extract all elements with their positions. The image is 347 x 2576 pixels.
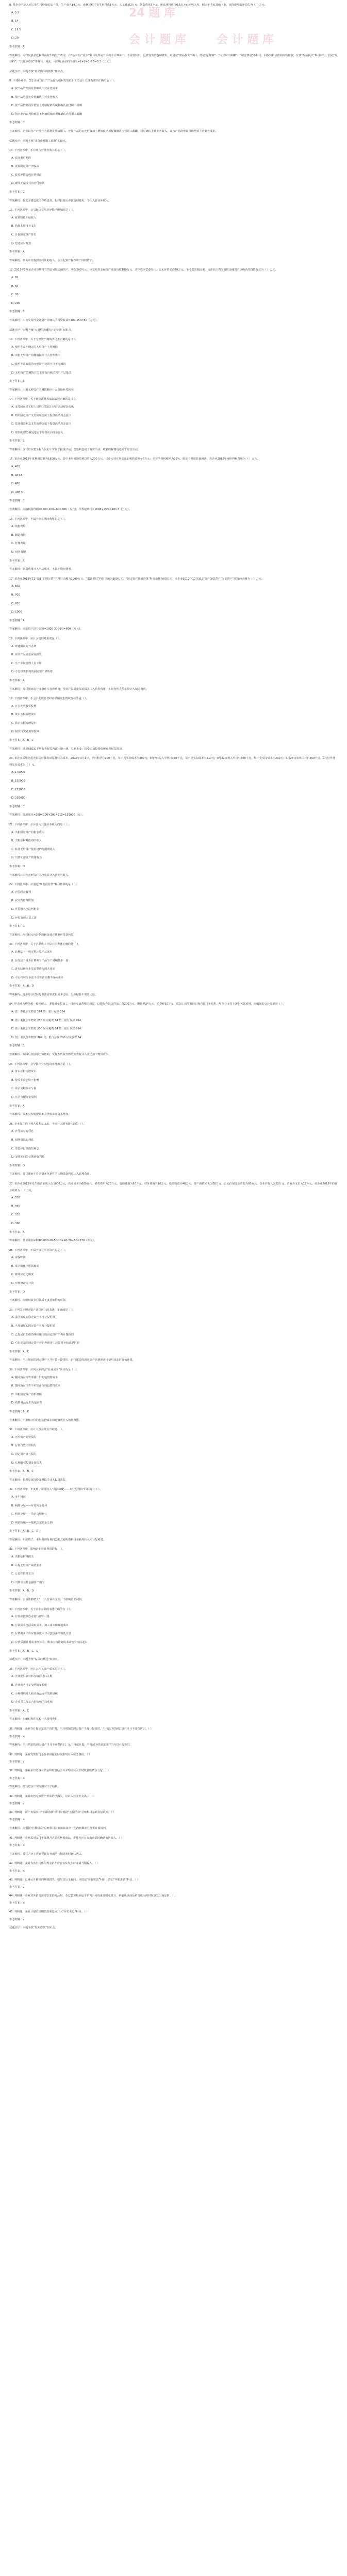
reference-answer: 参考答案：A、B、C: [9, 1470, 34, 1473]
watermark: 24 题 库: [129, 7, 175, 20]
reference-answer: 参考答案：×: [9, 1735, 25, 1738]
answer-option: C. 19.5: [11, 28, 21, 31]
answer-option: A. 筹建期间的开办费: [11, 645, 37, 648]
question-stem: 18. 下列各项中，应计入管理费用的是（ ）。: [9, 637, 62, 640]
reference-answer: 参考答案：B: [9, 499, 25, 503]
reference-answer: 参考答案：A、C: [9, 1350, 29, 1353]
answer-option: D. 出售无形资产的净收益: [11, 856, 42, 860]
answer-option: A. 370: [11, 1196, 20, 1200]
answer-option: C. 财政应返还额度: [11, 1273, 34, 1277]
answer-explanation: 答案解析：应付租入包装物的租金通过其他应付款核算。: [9, 933, 76, 937]
answer-option: D. 财务费用: [11, 551, 26, 554]
answer-option: B. 330: [11, 1205, 20, 1208]
answer-explanation: 答案解析：车船税和印花税计入管理费用。: [9, 1718, 60, 1721]
question-stem: 15. 某企业2012年度利润总额为1800万元，其中本年度国债利息收入200万元，已计入营业外支出的税收滞纳金6万元；企业所得税税率为25%。假定不考虑其他因素，该企业2012年度所得税费用为（ ）万元。: [9, 457, 260, 461]
reference-answer: 参考答案：B: [9, 310, 25, 314]
question-stem: 41. 判断题：企业采用支付手续费方式委托代销商品，委托方应在发出商品时确认销售收入。（ ）: [9, 1836, 124, 1840]
question-stem: 33. 下列各项中，影响企业营业利润的有（ ）。: [9, 1548, 65, 1551]
answer-option: A. 使用寿命不确定的无形资产不应摊销: [11, 345, 58, 349]
answer-explanation: 答案解析：选项ABC属于所有者权益内部一增一减，总额不变；接受追加投资使所有者权益增加。: [9, 747, 125, 751]
answer-option: D. 155000: [11, 796, 26, 800]
answer-option: A. 出售原材料损失: [11, 1555, 34, 1559]
reference-answer: 参考答案：A、B、D: [9, 985, 34, 988]
reference-answer: 参考答案：×: [9, 1818, 25, 1822]
answer-explanation: 答案解析：应缴财政专户款属于事业单位的负债。: [9, 1299, 69, 1302]
answer-option: D. 应缴财政专户款: [11, 1282, 34, 1285]
answer-explanation: 答案解析：委托方应在收到受托方开出的代销清单时确认收入。: [9, 1852, 85, 1856]
answer-explanation: 答案解析：支付给在建工程人员的工资属于投资活动；偿还利息属于筹资活动；收到的税费返还属于经营活动。: [9, 448, 141, 451]
answer-option: A. 品种法下一般定期计算产品成本: [11, 950, 53, 954]
answer-explanation: 答案解析：应纳税所得额=1800-200+6=1606（万元），所得税费用=1606×25%=401.5（万元）。: [9, 508, 131, 512]
answer-option: D. 1000: [11, 611, 22, 614]
reference-answer: 参考答案：A: [9, 679, 25, 682]
answer-option: D. 应付管理人员工资: [11, 916, 37, 920]
question-stem: 21. 下列各项中，不应计入其他业务收入的是（ ）。: [9, 823, 70, 826]
answer-option: A. 存货应按照成本进行初始计量: [11, 1615, 50, 1619]
answer-explanation: 答案解析：公益性捐赠支出计入营业外支出，不影响营业利润。: [9, 1598, 85, 1602]
answer-option: C. 450: [11, 482, 20, 486]
answer-option: D. 200: [11, 301, 21, 305]
reference-answer: 参考答案：C: [9, 121, 25, 125]
answer-option: C. 应付租入包装物租金: [11, 907, 39, 911]
answer-option: A. 宣告发放股票股利: [11, 704, 37, 708]
answer-option: C. 存货期末计价应按照成本与可变现净值孰低计量: [11, 1632, 71, 1636]
answer-option: C. 153000: [11, 788, 25, 791]
answer-option: B. 分批法下成本计算期与产品生产周期基本一致: [11, 959, 69, 962]
answer-option: A. 应付债券的利息: [11, 1130, 34, 1133]
answer-option: B. 预计产品质量保证损失: [11, 653, 42, 657]
answer-explanation: 答案解析：可修复废品返修以前发生的生产费用，在“基本生产成本”科目及所属有关成本计算单中，不需要转出。返修发生的各种费用，应借记“废品损失”科目，贷记“原材料”、“应付职工薪酬”、“制造费用”等科目。回收残料价值和应收赔款，应从“废品损失”科目转出，借记“原材料”、“其他应收款”等科目。因此，可修复废品的净损失=1+2+3-0.5=5.5（万元）。: [9, 54, 338, 64]
answer-explanation: 答案解析：收发差错造成的存货盘盈，报经批准后冲减管理费用，不计入营业外收入。: [9, 199, 111, 202]
question-stem: 34. 下列各项中，关于企业存货的表述正确的有（ ）。: [9, 1607, 73, 1611]
answer-explanation: 答案解析：应根据“长期借款”总账科目余额扣除其中一年内到期部分分析计算填列。: [9, 1827, 109, 1831]
question-stem: 20. 某企业采用先进先出法计算发出原材料的成本。2012年9月1日，甲材料结存200千克，每千克实际成本为300元；9月7日购入甲材料350千克，每千克实际成本为310元；9月21日购入甲材料400千克，每千克实际成本为290元；9月28日发出甲材料500千克。9月份甲材料发出成本为（ ）元。: [9, 757, 335, 767]
reference-answer: 参考答案：D: [9, 1290, 25, 1294]
reference-answer: 参考答案：A、B、C、D: [9, 1530, 39, 1533]
reference-answer: 参考答案：A: [9, 1230, 25, 1234]
question-stem: 13. 下列各项中，关于无形资产摊销表述不正确的是（ ）。: [9, 338, 78, 342]
answer-option: A. 20: [11, 276, 19, 279]
question-stem: 28. 下列各项中，不属于事业单位资产的是（ ）。: [9, 1248, 68, 1252]
answer-option: B. 随同商品出售不单独计价的包装物成本: [11, 1384, 61, 1388]
answer-option: D. 专设销售机构的固定资产修理费: [11, 670, 53, 674]
question-stem: 16. 下列各项中，不属于企业期间费用的是（ ）。: [9, 517, 68, 521]
reference-answer: 参考答案：D: [9, 865, 25, 868]
answer-option: D. 按产品的公允价值加上增值税销项税额确认应付职工薪酬: [11, 112, 82, 116]
answer-option: D. 存货采用计划成本核算的，期末应将计划成本调整为实际成本: [11, 1641, 88, 1644]
answer-option: A. 销售费用: [11, 525, 26, 529]
answer-option: A. 本年利润: [11, 1495, 26, 1499]
answer-option: A. 支付给在建工程人员的工资属于经营活动现金流出: [11, 405, 74, 409]
answer-option: A. 资本公积转增资本: [11, 1070, 37, 1074]
question-stem: 36. 判断题：企业在计提固定资产折旧时，当月增加的固定资产当月计提折旧，当月减少的固定资产当月不计提折旧。（ ）: [9, 1727, 153, 1731]
question-stem: 30. 下列各项中，应列入利润表“营业成本”项目的是（ ）。: [9, 1368, 78, 1371]
reference-answer: 参考答案：√: [9, 1886, 25, 1889]
answer-option: D. 利润分配——提取法定盈余公积: [11, 1521, 53, 1524]
answer-option: B. 零余额账户用款额度: [11, 1264, 39, 1268]
answer-option: A. 650: [11, 585, 20, 588]
answer-explanation: 试题点评：本题考核“交易性金融资产的处置”知识点。: [9, 328, 74, 332]
answer-explanation: 答案解析：长期股权投资处置损失计入投资收益。: [9, 1478, 69, 1482]
answer-option: B. 150000: [11, 779, 25, 783]
question-stem: 42. 判断题：企业为客户提供的现金折扣应在实际发生时冲减当期收入。（ ）: [9, 1862, 100, 1866]
answer-explanation: 答案解析：筹建期间不符合资本化条件的长期借款利息计入管理费用。: [9, 1173, 92, 1176]
question-stem: 25. 下列各项中，会导致企业实收资本增加的是（ ）。: [9, 1062, 73, 1066]
reference-answer: 参考答案：B: [9, 1044, 25, 1048]
question-stem: 10. 下列各项中，不应计入营业外收入的是（ ）。: [9, 149, 68, 152]
answer-option: C. 已提足折旧但仍继续使用的固定资产不再计提折旧: [11, 1333, 74, 1336]
answer-explanation: 答案解析：企业以自产产品作为福利发放给职工，应按产品的公允价值加上增值税销项税额确认应付职工薪酬，同时确认主营业务收入，并按产品的账面价值结转主营业务成本。: [9, 129, 218, 133]
answer-explanation: 试题点评：本题考核“非货币性职工薪酬”知识点。: [9, 139, 69, 143]
question-stem: 37. 判断题：企业发生的现金折扣应在实际发生时计入财务费用。（ ）: [9, 1753, 92, 1756]
answer-option: D. 宣告分配现金股利: [11, 1096, 37, 1099]
answer-option: C. 固定资产盘亏损失: [11, 1452, 37, 1456]
answer-explanation: 答案解析：出售交易性金融资产应确认的投资收益=200-150=50（万元）。: [9, 318, 100, 322]
answer-option: D. 平行结转分步法不计算各步骤半成品成本: [11, 976, 63, 979]
answer-option: B. 700: [11, 593, 20, 597]
answer-option: C. 盈余公积弥补亏损: [11, 1087, 37, 1091]
answer-option: D. 接受投资者追加投资: [11, 730, 39, 734]
reference-answer: 参考答案：B: [9, 559, 25, 563]
watermark: 会 计 题 库: [217, 33, 274, 46]
question-stem: 12. 2012年1月某企业出售持有的交易性金融资产，售价200万元，该交易性金融资产账面价值180万元，其中成本150万元，公允价值变动30万元，不考虑其他因素，该企业出售交易性金融资产应确认的投资收益为（ ）万元。: [9, 268, 278, 272]
reference-answer: 参考答案：×: [9, 1844, 25, 1848]
question-stem: 29. 下列关于固定资产计提折旧的表述，正确的是（ ）。: [9, 1308, 76, 1312]
answer-explanation: 答案解析：收回后直接用于销售的，受托方代收代缴的消费税计入委托加工物资成本。: [9, 1053, 111, 1057]
answer-option: B. 借：委托加工物资 230 应交税费 34 贷：银行存款 264: [11, 1019, 81, 1022]
answer-option: D. 自行建造的固定资产应自办理竣工决算时开始计提折旧: [11, 1342, 79, 1345]
answer-option: B. 处置固定资产净收益: [11, 165, 39, 168]
answer-option: B. 出租无形资产的摊销额应计入管理费用: [11, 354, 61, 358]
reference-answer: 参考答案：A、C: [9, 1709, 29, 1713]
answer-option: C. 计提固定资产折旧: [11, 233, 37, 237]
answer-option: B. 存货自然灾害损失: [11, 1444, 37, 1448]
answer-option: A. 无形资产处置损失: [11, 1435, 37, 1439]
answer-option: B. 14: [11, 20, 19, 23]
answer-explanation: 试题点评：本题考核“废品损失的核算”知识点。: [9, 70, 66, 73]
reference-answer: 参考答案：A: [9, 619, 25, 622]
answer-option: C. 320: [11, 1213, 20, 1217]
reference-answer: 参考答案：A: [9, 250, 25, 254]
answer-option: C. 按产品的账面价值加上增值税销项税额确认应付职工薪酬: [11, 104, 82, 108]
answer-option: B. 企业商务用车交纳的车船税: [11, 1683, 47, 1687]
answer-option: B. 401.5: [11, 473, 23, 477]
answer-option: A. 随同商品出售单独计价的包装物成本: [11, 1376, 58, 1379]
answer-explanation: 答案解析：经营结余出现亏损时不予结转。: [9, 1785, 60, 1789]
answer-option: D. 498.5: [11, 490, 23, 494]
reference-answer: 参考答案：A、C: [9, 1410, 29, 1413]
answer-option: D. 企业书立加工合同交纳的印花税: [11, 1701, 53, 1704]
answer-option: C. 使用寿命有限的无形资产处置当月不再摊销: [11, 362, 66, 366]
answer-explanation: 答案解析：筹建期间的开办费计入管理费用；预计产品质量保证损失计入销售费用；车间管理人员工资计入制造费用。: [9, 687, 148, 691]
answer-option: B. 计提无形资产减值准备: [11, 1564, 42, 1567]
question-stem: 38. 判断题：事业单位的事业结余和经营结余年末均应转入非财政补助结余分配。（ ）: [9, 1769, 110, 1772]
answer-option: C. 30: [11, 293, 19, 297]
watermark: 会 计 题 库: [129, 33, 186, 46]
answer-explanation: 答案解析：出售无形资产的净收益计入营业外收入。: [9, 873, 71, 877]
question-stem: 43. 判断题：已确认并转销的坏账损失，如果以后又收回，应借记“应收账款”科目，贷记“坏账准备”科目。（ ）: [9, 1878, 140, 1882]
answer-option: A. 5.5: [11, 11, 20, 14]
answer-option: A. 借：委托加工物资 264 贷：银行存款 264: [11, 1010, 65, 1014]
answer-option: C. 带息应付票据的利息: [11, 1147, 39, 1150]
answer-explanation: 答案解析：发出成本=200×300+300×310=153000（元）。: [9, 814, 85, 817]
question-stem: 27. 某企业2012年发生的营业收入为1000万元，营业成本为600万元，销售费用为20万元，管理费用为50万元，财务费用为10万元，投资收益为40万元，资产减值损失为70万元，公允价值变动收益为80万元，营业外收入为25万元，营业外支出为15万元。该企业2012年的营业利润为（ ）万元。: [9, 1182, 338, 1192]
reference-answer: 参考答案：C: [9, 191, 25, 194]
answer-option: B. 制造费用: [11, 533, 26, 537]
question-stem: 26. 企业发生的下列各项利息支出，不应计入财务费用的是（ ）。: [9, 1122, 87, 1126]
answer-option: C. 公益性捐赠支出: [11, 1572, 34, 1576]
answer-option: C. 利润分配——盈余公积补亏: [11, 1513, 47, 1516]
answer-explanation: 试题点评：本题考核“存货的概述”知识点。: [9, 1658, 60, 1662]
answer-option: B. 当月增加的固定资产当月计提折旧: [11, 1325, 55, 1328]
answer-explanation: 答案解析：营业利润=1000-600-20-50-10+40-70+80=370（万元）。: [9, 1239, 97, 1243]
question-stem: 14. 下列各项中，关于现金流量表编制表述正确的是（ ）。: [9, 398, 78, 401]
answer-option: A. 应收账款: [11, 1256, 26, 1260]
answer-option: C. 借：委托加工物资 200 应交税费 64 贷：银行存款 264: [11, 1027, 81, 1031]
question-stem: 44. 判断题：企业对外销售需要安装的商品时，若安装和检验属于销售合同的重要组成部分，则确认该商品销售收入的时间是发出商品时。（ ）: [9, 1894, 177, 1897]
answer-explanation: 答案解析：制造费用计入产品成本，不属于期间费用。: [9, 568, 74, 571]
answer-explanation: 试题点评：本题考核“短期借款”知识点。: [9, 1926, 58, 1930]
question-stem: 24. 甲企业为增值税一般纳税人，委托外单位加工一批应交消费税的商品，以银行存款支付加工费200万元、增值税34万元、消费税30万元，该加工商品收回后将直接用于销售。甲企业支付上述相关款项时，应编制的会计分录是（ ）。: [9, 1003, 286, 1006]
answer-option: B. 50: [11, 284, 19, 288]
question-stem: 8. 某企业产品入库后发生可修复废品一批，生产成本14万元，返修过程中发生材料费1万元、人工费用2万元、制造费用3万元，废品残料作价0.5万元已回收入库。假定不考虑其他因素，该批废品的净损失为（ ）万元。: [9, 4, 267, 7]
answer-option: D. 无形资产的摊销方法主要有直线法和生产总量法: [11, 371, 72, 375]
reference-answer: 参考答案：×: [9, 1870, 25, 1873]
question-stem: 35. 下列各项中，应计入相关资产成本的有（ ）。: [9, 1667, 68, 1671]
answer-option: A. 按产品的账面价值确认主营业务成本: [11, 87, 58, 90]
question-stem: 45. 判断题：企业计提的短期借款利息应计入“应付利息”科目。（ ）: [9, 1910, 89, 1913]
reference-answer: 参考答案：A、B、C、D: [9, 1649, 39, 1653]
answer-option: D. 借：委托加工物资 264 贷：银行存款 200 应交税费 64: [11, 1036, 81, 1039]
answer-option: B. 存货成本包括采购成本、加工成本和其他成本: [11, 1623, 69, 1627]
answer-explanation: 答案解析：不单独计价的包装物成本和运输费计入销售费用。: [9, 1418, 82, 1422]
answer-option: B. 按产品的公允价值确认主营业务收入: [11, 95, 58, 99]
answer-option: C. 生产车间管理人员工资: [11, 662, 42, 665]
question-stem: 32. 下列各项中，年度终了需要转入“利润分配——未分配利润”科目的有（ ）。: [9, 1488, 103, 1492]
answer-option: B. 资本公积转增资本: [11, 713, 37, 717]
answer-option: B. 应交教育费附加: [11, 899, 34, 903]
answer-option: D. 销售商品发生的运输费: [11, 1401, 42, 1405]
answer-option: A. 400: [11, 465, 20, 469]
answer-option: D. 确实无法支付的应付账款: [11, 182, 45, 185]
answer-option: A. 应付现金股利: [11, 890, 31, 894]
reference-answer: 参考答案：B: [9, 439, 25, 443]
reference-answer: 参考答案：√: [9, 1918, 25, 1921]
answer-option: C. 950: [11, 602, 20, 605]
answer-option: C. 管理费用: [11, 542, 26, 546]
question-stem: 9. 下列各项中，关于企业以自产产品作为福利发放给职工的会计处理表述不正确的是（ ）。: [9, 79, 117, 83]
answer-option: C. 小规模纳税人购买商品支付的增值税: [11, 1692, 58, 1696]
question-stem: 22. 下列各项中，应通过“其他应付款”科目核算的是（ ）。: [9, 883, 78, 887]
answer-option: A. 出租固定资产的租金收入: [11, 831, 44, 834]
answer-option: B. 接受非流动资产捐赠: [11, 1078, 39, 1082]
reference-answer: 参考答案：A: [9, 45, 25, 48]
answer-explanation: 答案解析：出租无形资产的摊销额应计入其他业务成本。: [9, 388, 76, 392]
answer-option: C. 偿还借款利息支付的现金属于投资活动现金流出: [11, 422, 71, 426]
answer-option: B. 出售原材料取得的收入: [11, 839, 42, 843]
answer-explanation: 答案解析：固定资产项目金额=1000-300-50=650（万元）。: [9, 628, 83, 631]
reference-answer: 参考答案：√: [9, 1760, 25, 1764]
question-stem: 11. 下列各项中，会引起事业单位净资产增加的是（ ）。: [9, 209, 76, 212]
reference-answer: 参考答案：C: [9, 925, 25, 928]
answer-option: D. 390: [11, 1222, 21, 1225]
answer-option: A. 提前报废的固定资产不再补提折旧: [11, 1316, 55, 1319]
question-stem: 23. 下列各项中，关于产品成本计算方法表述正确的是（ ）。: [9, 943, 81, 946]
answer-option: D. 收到的增值税返还属于筹资活动现金流入: [11, 431, 63, 434]
answer-explanation: 答案解析：当月增加的固定资产当月不计提折旧，从下月起计提；当月减少的固定资产当月仍计提折旧。: [9, 1743, 133, 1747]
answer-option: B. 结转本期事业支出: [11, 225, 37, 228]
question-stem: 19. 下列各项中，不会引起所有者权益总额发生增减变动的是（ ）。: [9, 697, 89, 701]
reference-answer: 参考答案：×: [9, 1776, 25, 1780]
answer-option: C. 逐步结转分步法需要进行成本还原: [11, 968, 55, 971]
answer-option: D. 20: [11, 37, 19, 40]
answer-option: B. 购买固定资产支付的现金属于投资活动现金流出: [11, 414, 71, 417]
exam-content: [9, 2, 338, 1931]
reference-answer: 参考答案：√: [9, 1802, 25, 1806]
answer-option: C. 收发差错造成存货盘盈: [11, 173, 42, 177]
answer-option: B. 短期借款的利息: [11, 1138, 34, 1142]
answer-explanation: 答案解析：资本公积转增资本会导致实收资本增加。: [9, 1113, 71, 1116]
reference-answer: 参考答案：A: [9, 1104, 25, 1108]
answer-option: D. 长期股权投资处置损失: [11, 1461, 42, 1465]
question-stem: 40. 判断题：资产负债表中“长期借款”项目应根据“长期借款”总账科目余额直接填列。（ ）: [9, 1810, 116, 1814]
reference-answer: 参考答案：A、B、D: [9, 1589, 34, 1593]
answer-option: A. 企业进口原材料交纳的进口关税: [11, 1675, 53, 1679]
answer-option: A. 收到财政补助收入: [11, 216, 37, 219]
answer-explanation: 答案解析：年度终了，本年利润及利润分配其他明细科目余额均转入未分配利润。: [9, 1538, 106, 1541]
answer-option: C. 出租固定资产的折旧额: [11, 1393, 42, 1396]
answer-explanation: 答案解析：事业单位收到财政补助收入，会引起资产和净资产同时增加。: [9, 259, 95, 262]
reference-answer: 参考答案：×: [9, 1902, 25, 1905]
reference-answer: 参考答案：C: [9, 805, 25, 808]
answer-option: A. 145000: [11, 771, 25, 774]
answer-explanation: 答案解析：当月增加的固定资产下月开始计提折旧；自行建造的固定资产达到预定可使用状态时开始计提。: [9, 1359, 135, 1362]
answer-option: D. 偿还应付账款: [11, 242, 31, 245]
answer-option: C. 盈余公积转增资本: [11, 721, 37, 725]
answer-option: A. 债务重组利得: [11, 156, 31, 160]
answer-explanation: 答案解析：逐步综合结转分步法需要进行成本还原，分项结转不需要还原。: [9, 993, 98, 996]
question-stem: 39. 判断题：企业出售无形资产形成的净损失，应计入营业外支出。（ ）: [9, 1794, 94, 1798]
reference-answer: 参考答案：A、B、C: [9, 739, 34, 742]
question-stem: 17. 某企业2012年12月31日“固定资产”科目余额为1000万元，“累计折旧”科目余额为300万元，“固定资产减值准备”科目余额为50万元。该企业2012年12月31日资产负债表中“固定资产”项目的金额为（ ）万元。: [9, 577, 265, 581]
reference-answer: 参考答案：D: [9, 1164, 25, 1167]
answer-option: C. 转让无形资产使用权的使用费收入: [11, 848, 55, 851]
answer-option: D. 出售交易性金融资产损失: [11, 1581, 45, 1584]
answer-option: B. 利润分配——应付现金股利: [11, 1504, 47, 1507]
question-stem: 31. 下列各项中，应计入营业外支出的是（ ）。: [9, 1428, 65, 1432]
reference-answer: 参考答案：B: [9, 380, 25, 383]
answer-option: D. 筹建期间的长期借款利息: [11, 1156, 45, 1159]
